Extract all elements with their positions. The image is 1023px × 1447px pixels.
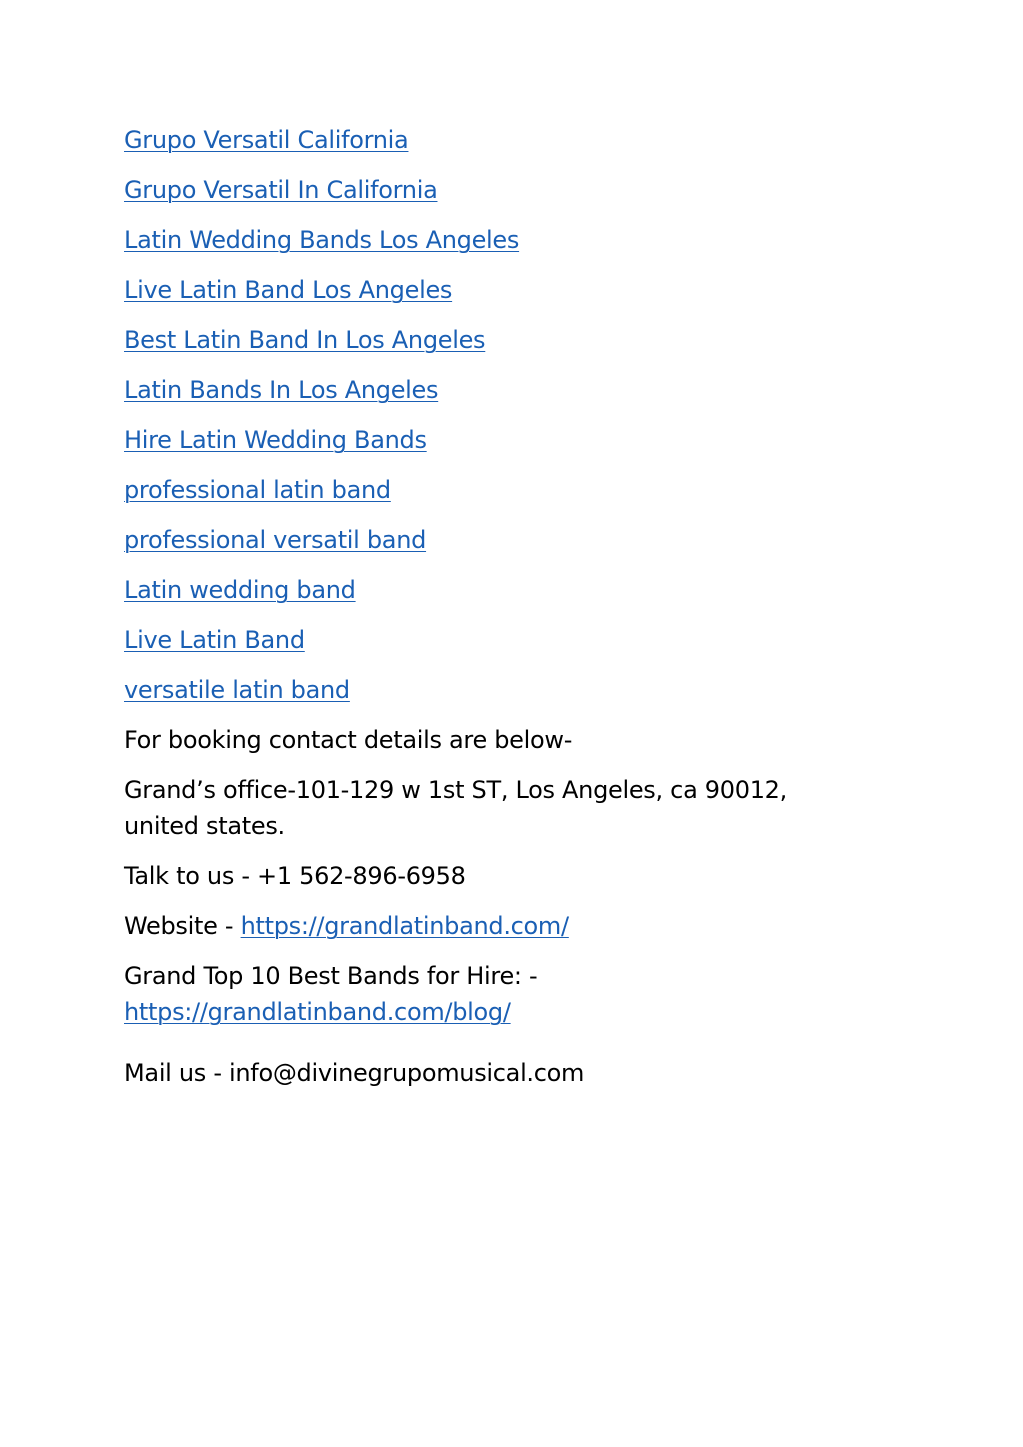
document-page (124, 122, 844, 1095)
office-address: Grand’s office-101-129 w 1st ST, Los Angeles, ca 90012, united states. (124, 776, 787, 840)
link-professional-versatil-band[interactable]: professional versatil band (124, 526, 427, 554)
link-item (124, 372, 844, 422)
link-latin-bands-in-los-angeles[interactable]: Latin Bands In Los Angeles (124, 376, 439, 404)
link-item (124, 472, 844, 522)
link-live-latin-band-los-angeles[interactable]: Live Latin Band Los Angeles (124, 276, 453, 304)
link-item (124, 272, 844, 322)
link-grupo-versatil-california[interactable]: Grupo Versatil California (124, 126, 409, 154)
link-item (124, 672, 844, 722)
link-item (124, 322, 844, 372)
link-latin-wedding-band[interactable]: Latin wedding band (124, 576, 356, 604)
link-item (124, 572, 844, 622)
booking-intro: For booking contact details are below- (124, 726, 573, 754)
link-item (124, 172, 844, 222)
top10-blog-link[interactable]: https://grandlatinband.com/blog/ (124, 998, 511, 1026)
link-item (124, 522, 844, 572)
phone-line: Talk to us - +1 562-896-6958 (124, 862, 466, 890)
link-best-latin-band-in-los-angeles[interactable]: Best Latin Band In Los Angeles (124, 326, 486, 354)
link-item (124, 422, 844, 472)
link-live-latin-band[interactable]: Live Latin Band (124, 626, 305, 654)
link-grupo-versatil-in-california[interactable]: Grupo Versatil In California (124, 176, 438, 204)
link-latin-wedding-bands-los-angeles[interactable]: Latin Wedding Bands Los Angeles (124, 226, 520, 254)
link-versatile-latin-band[interactable]: versatile latin band (124, 676, 350, 704)
link-item (124, 222, 844, 272)
mail-line: Mail us - info@divinegrupomusical.com (124, 1059, 585, 1087)
link-item (124, 622, 844, 672)
top10-block (124, 958, 844, 1055)
website-line (124, 908, 844, 958)
top10-label: Grand Top 10 Best Bands for Hire: - (124, 962, 538, 990)
website-link[interactable]: https://grandlatinband.com/ (240, 912, 569, 940)
link-professional-latin-band[interactable]: professional latin band (124, 476, 391, 504)
link-hire-latin-wedding-bands[interactable]: Hire Latin Wedding Bands (124, 426, 427, 454)
website-label: Website - (124, 912, 241, 940)
link-item (124, 122, 844, 172)
keyword-link-list (124, 122, 844, 722)
